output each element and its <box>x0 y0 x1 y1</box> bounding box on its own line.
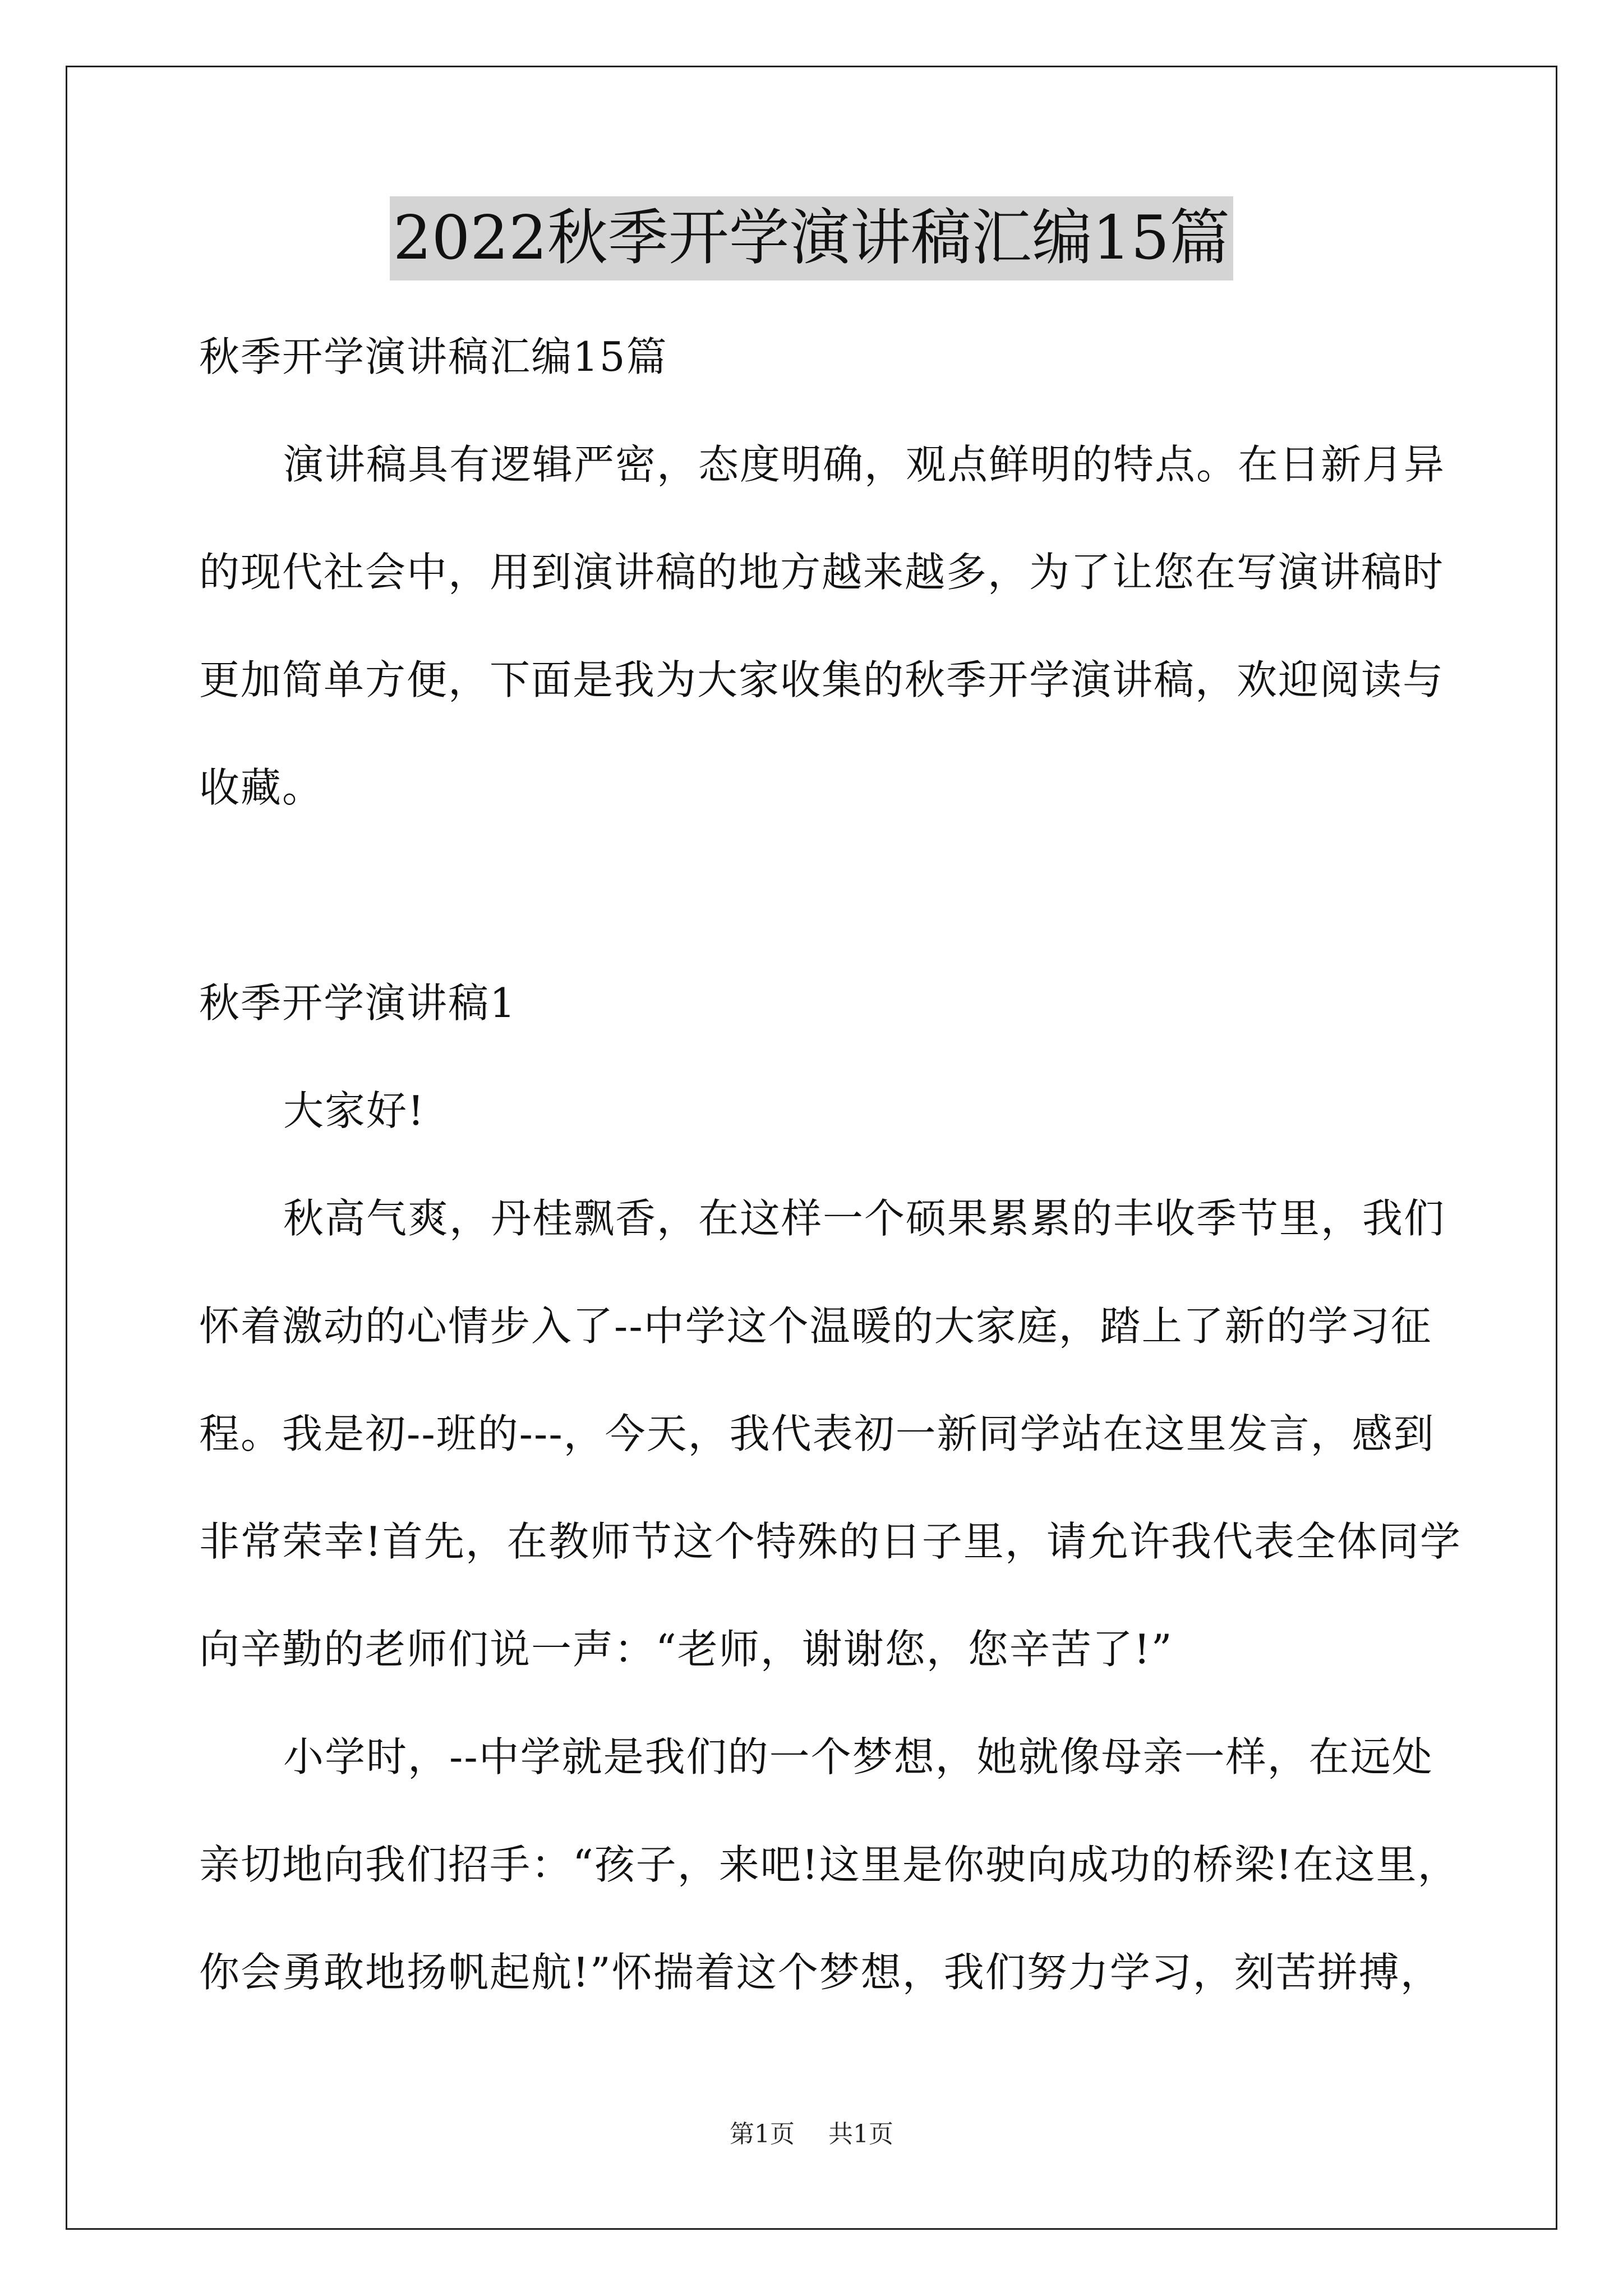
intro-line: 的现代社会中，用到演讲稿的地方越来越多，为了让您在写演讲稿时 <box>199 549 1445 596</box>
paragraph-line: 亲切地向我们招手：“孩子，来吧!这里是你驶向成功的桥梁!在这里， <box>199 1841 1459 1888</box>
title-container <box>0 196 1623 280</box>
section-heading: 秋季开学演讲稿1 <box>199 979 517 1027</box>
paragraph-line: 怀着激动的心情步入了--中学这个温暖的大家庭，踏上了新的学习征 <box>199 1303 1432 1350</box>
paragraph-line: 秋高气爽，丹桂飘香，在这样一个硕果累累的丰收季节里，我们 <box>283 1195 1446 1242</box>
intro-line: 更加简单方便，下面是我为大家收集的秋季开学演讲稿，欢迎阅读与 <box>199 656 1445 703</box>
paragraph-line: 你会勇敢地扬帆起航!”怀揣着这个梦想，我们努力学习，刻苦拼搏， <box>199 1949 1442 1996</box>
document-body <box>199 303 1461 2026</box>
page-number-total: 共1页 <box>828 2120 893 2148</box>
paragraph-spacer <box>199 841 1427 949</box>
intro-line: 演讲稿具有逻辑严密，态度明确，观点鲜明的特点。在日新月异 <box>283 441 1446 488</box>
document-title: 2022秋季开学演讲稿汇编15篇 <box>390 196 1233 280</box>
page-footer <box>0 2118 1623 2151</box>
document-subtitle: 秋季开学演讲稿汇编15篇 <box>199 333 668 380</box>
page-number-current: 第1页 <box>730 2120 795 2148</box>
greeting-line: 大家好! <box>283 1087 425 1134</box>
paragraph-line: 非常荣幸!首先，在教师节这个特殊的日子里，请允许我代表全体同学 <box>199 1518 1461 1565</box>
paragraph-line: 小学时，--中学就是我们的一个梦想，她就像母亲一样，在远处 <box>283 1733 1433 1780</box>
intro-line: 收藏。 <box>199 764 324 811</box>
paragraph-line: 向辛勤的老师们说一声：“老师，谢谢您，您辛苦了!” <box>199 1626 1173 1673</box>
paragraph-line: 程。我是初--班的---，今天，我代表初一新同学站在这里发言，感到 <box>199 1410 1435 1457</box>
